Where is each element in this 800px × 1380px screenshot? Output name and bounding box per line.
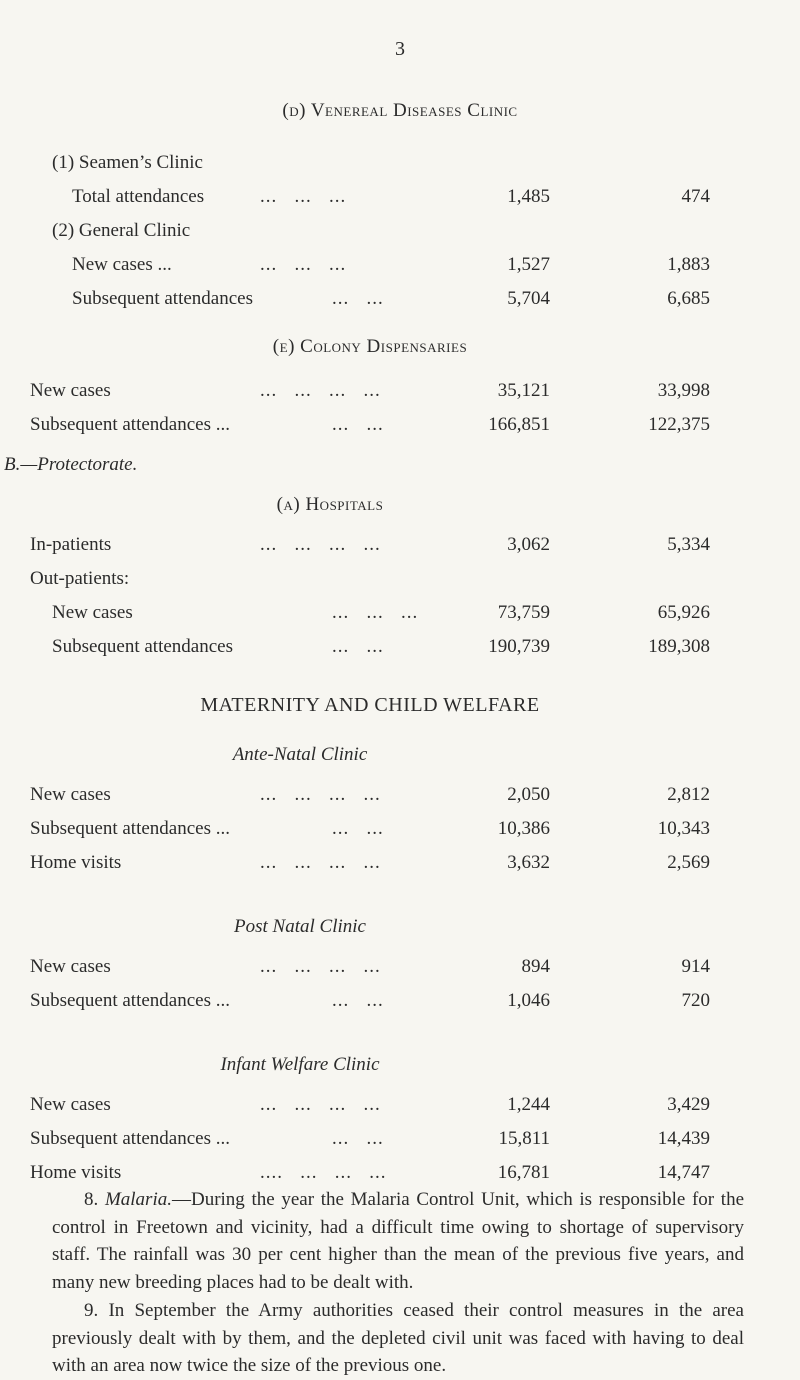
infant-welfare-heading: Infant Welfare Clinic [220, 1054, 380, 1075]
value-col1: 1,485 [507, 186, 550, 207]
value-col1: 190,739 [488, 636, 550, 657]
value-col2: 474 [681, 186, 710, 207]
row-label: New cases [30, 380, 111, 401]
paragraph-8-number: 8. [84, 1189, 99, 1210]
value-col1: 3,632 [507, 852, 550, 873]
value-col2: 914 [681, 956, 710, 977]
value-col2: 189,308 [648, 636, 710, 657]
value-col1: 10,386 [497, 818, 550, 839]
table-row [0, 852, 800, 878]
paragraph-9-text: 9. In September the Army authorities ceased their control measures in the area previously dealt with by them, and the depleted civil unit was faced with having to deal with an area now twice the size of the previous one. [52, 1300, 744, 1376]
maternity-heading: MATERNITY AND CHILD WELFARE [200, 694, 540, 716]
value-col2: 2,569 [667, 852, 710, 873]
paragraph-8-text: —During the year the Malaria Control Unit, which is responsible for the control in Freetown and vicinity, had a difficult time owing to shortage of supervisory staff. The rainfall was 30 per cent higher than the mean of the previous five years, and many new breeding places had to be dealt with. [52, 1189, 745, 1293]
table-row [0, 534, 800, 560]
table-row [0, 1128, 800, 1154]
paragraph-8 [52, 1186, 744, 1296]
hospitals-heading: (a) Hospitals [276, 494, 384, 515]
table-row [0, 602, 800, 628]
seamens-clinic-label: (1) Seamen’s Clinic [52, 152, 203, 173]
value-col1: 5,704 [507, 288, 550, 309]
row-label: Subsequent attendances [72, 288, 253, 309]
row-label: Home visits [30, 852, 122, 873]
table-row [0, 1094, 800, 1120]
table-row [0, 990, 800, 1016]
table-row [0, 414, 800, 440]
leader-dots: .... ... ... ... [260, 1162, 387, 1183]
row-label: New cases [52, 602, 133, 623]
value-col1: 166,851 [488, 414, 550, 435]
leader-dots: ... ... ... [260, 254, 347, 275]
value-col2: 65,926 [657, 602, 710, 623]
row-label: Subsequent attendances ... [30, 818, 230, 839]
value-col1: 16,781 [497, 1162, 550, 1183]
antenatal-heading: Ante-Natal Clinic [232, 744, 368, 765]
leader-dots: ... ... ... [260, 186, 347, 207]
general-clinic-row [0, 220, 800, 246]
row-label: Subsequent attendances ... [30, 414, 230, 435]
row-label: Subsequent attendances ... [30, 1128, 230, 1149]
table-row [0, 1162, 800, 1188]
table-row [0, 636, 800, 662]
leader-dots: ... ... [332, 288, 384, 309]
value-col1: 3,062 [507, 534, 550, 555]
table-row [0, 784, 800, 810]
value-col1: 1,244 [507, 1094, 550, 1115]
protectorate-heading: B.—Protectorate. [4, 454, 138, 475]
value-col2: 10,343 [657, 818, 710, 839]
table-row [0, 380, 800, 406]
leader-dots: ... ... ... ... [260, 852, 381, 873]
leader-dots: ... ... ... ... [260, 784, 381, 805]
paragraph-8-title: Malaria. [104, 1189, 172, 1210]
value-col1: 35,121 [497, 380, 550, 401]
value-col2: 14,747 [657, 1162, 710, 1183]
value-col1: 73,759 [497, 602, 550, 623]
row-label: Subsequent attendances ... [30, 990, 230, 1011]
page-number: 3 [395, 38, 405, 60]
leader-dots: ... ... [332, 1128, 384, 1149]
leader-dots: ... ... ... ... [260, 956, 381, 977]
row-label: New cases ... [72, 254, 172, 275]
value-col2: 33,998 [657, 380, 710, 401]
outpatients-row [0, 568, 800, 594]
venereal-clinic-heading: (d) Venereal Diseases Clinic [282, 100, 518, 121]
paragraph-9 [52, 1297, 744, 1380]
row-label: Total attendances [72, 186, 205, 207]
seamens-clinic-row [0, 152, 800, 178]
row-label: New cases [30, 1094, 111, 1115]
table-row [0, 818, 800, 844]
value-col2: 5,334 [667, 534, 710, 555]
leader-dots: ... ... [332, 414, 384, 435]
postnatal-heading: Post Natal Clinic [234, 916, 366, 937]
colony-dispensaries-heading: (e) Colony Dispensaries [272, 336, 468, 357]
table-row [0, 254, 800, 280]
value-col2: 14,439 [657, 1128, 710, 1149]
general-clinic-label: (2) General Clinic [52, 220, 191, 241]
leader-dots: ... ... [332, 818, 384, 839]
value-col2: 122,375 [648, 414, 710, 435]
value-col2: 2,812 [667, 784, 710, 805]
table-row [0, 186, 800, 212]
row-label: Home visits [30, 1162, 122, 1183]
leader-dots: ... ... [332, 636, 384, 657]
outpatients-label: Out-patients: [30, 568, 130, 589]
row-label: New cases [30, 956, 111, 977]
leader-dots: ... ... ... ... [260, 380, 381, 401]
row-label: New cases [30, 784, 111, 805]
value-col2: 1,883 [667, 254, 710, 275]
value-col1: 1,046 [507, 990, 550, 1011]
table-row [0, 288, 800, 314]
leader-dots: ... ... [332, 990, 384, 1011]
value-col2: 6,685 [667, 288, 710, 309]
leader-dots: ... ... ... [332, 602, 419, 623]
value-col2: 720 [681, 990, 710, 1011]
row-label: In-patients [30, 534, 112, 555]
table-row [0, 956, 800, 982]
value-col1: 15,811 [498, 1128, 550, 1149]
leader-dots: ... ... ... ... [260, 534, 381, 555]
value-col1: 894 [521, 956, 550, 977]
value-col1: 1,527 [507, 254, 550, 275]
leader-dots: ... ... ... ... [260, 1094, 381, 1115]
value-col2: 3,429 [667, 1094, 710, 1115]
protectorate-row [0, 454, 800, 480]
value-col1: 2,050 [507, 784, 550, 805]
row-label: Subsequent attendances [52, 636, 233, 657]
